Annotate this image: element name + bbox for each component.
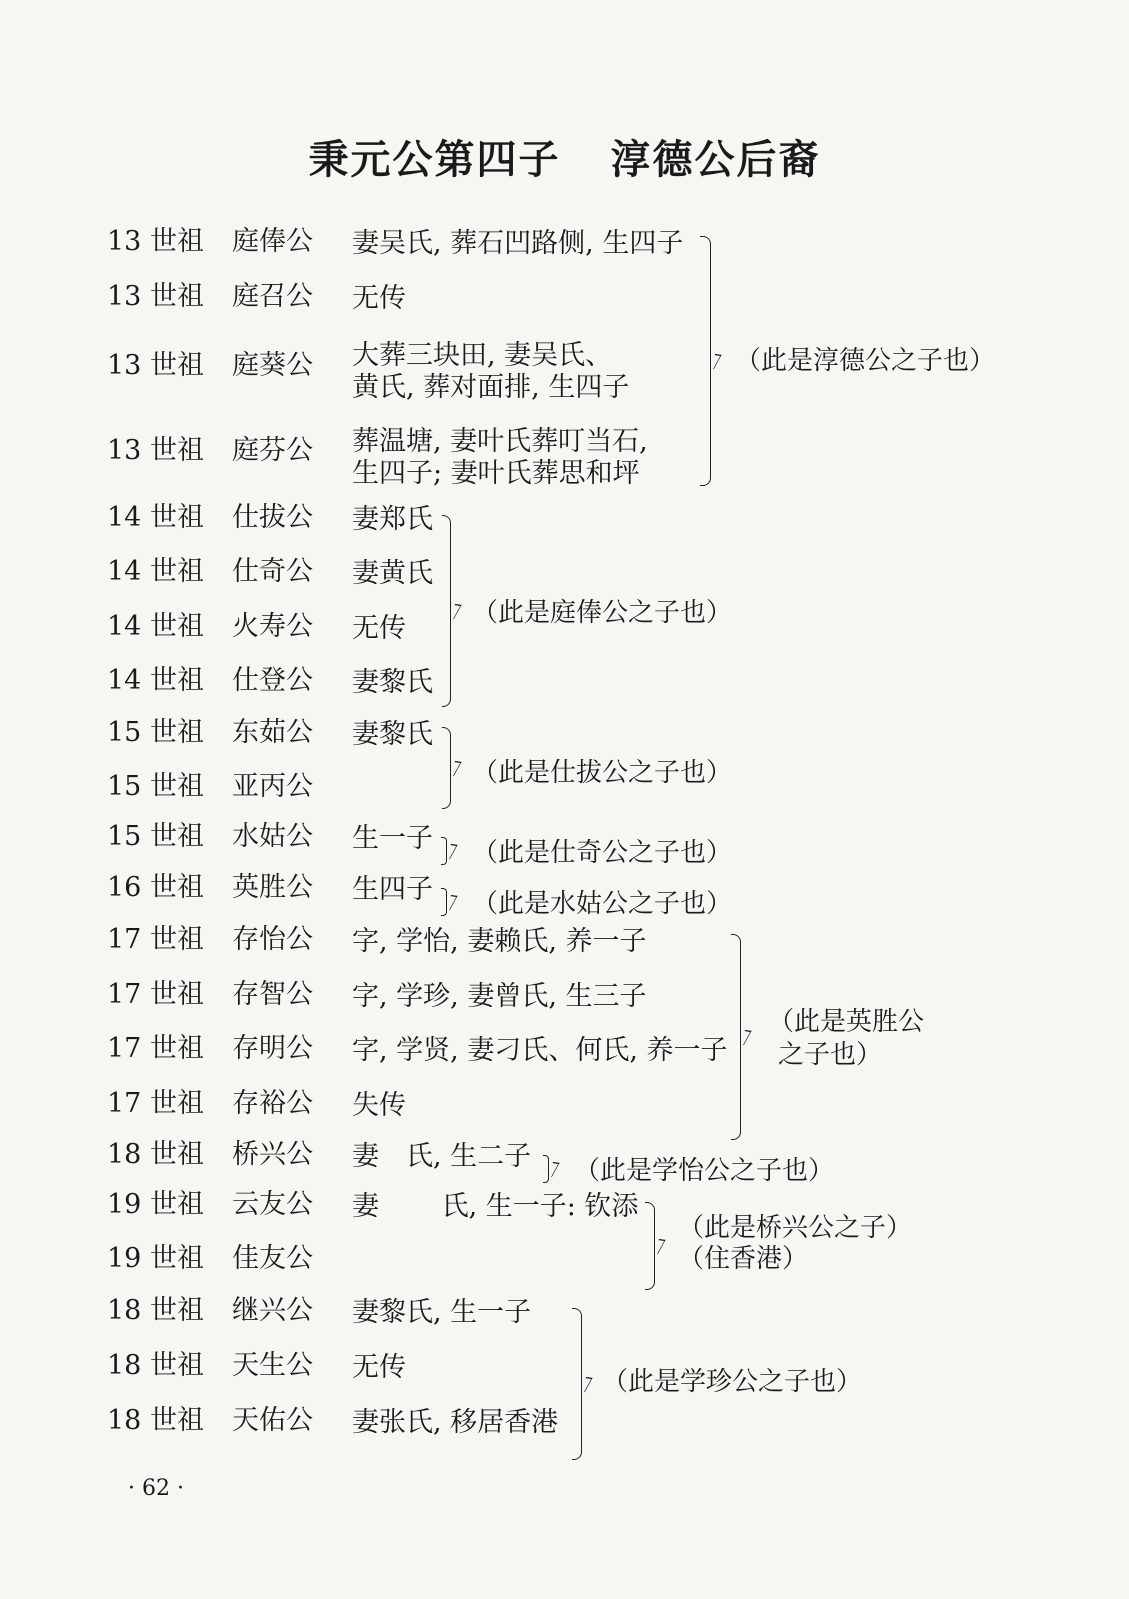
parent-note: （此是水姑公之子也） bbox=[472, 889, 733, 919]
generation: 18 世祖 bbox=[107, 1139, 204, 1170]
ancestor-name: 云友公 bbox=[232, 1189, 313, 1220]
parent-note: （此是庭俸公之子也） bbox=[472, 598, 733, 628]
description: 妻 氏, 生二子 bbox=[352, 1141, 532, 1172]
ancestor-name: 亚丙公 bbox=[232, 771, 313, 802]
ancestor-name: 存智公 bbox=[232, 979, 313, 1010]
parent-note: （此是仕拔公之子也） bbox=[472, 758, 733, 788]
description: 字, 学怡, 妻赖氏, 养一子 bbox=[352, 926, 647, 957]
description: 妻 氏, 生一子: 钦添 bbox=[352, 1191, 639, 1222]
description: 妻黎氏, 生一子 bbox=[352, 1297, 532, 1328]
ancestor-name: 庭芬公 bbox=[232, 435, 313, 466]
generation: 15 世祖 bbox=[107, 771, 204, 802]
generation: 13 世祖 bbox=[107, 435, 204, 466]
description: 无传 bbox=[352, 283, 406, 314]
parent-note: （此是淳德公之子也） bbox=[735, 346, 996, 376]
title-part-1: 秉元公第四子 bbox=[308, 137, 561, 183]
page-title bbox=[0, 128, 1129, 185]
description-line: 生四子; 妻叶氏葬思和坪 bbox=[352, 458, 640, 489]
group-brace bbox=[441, 837, 447, 865]
generation: 18 世祖 bbox=[107, 1350, 204, 1381]
group-brace bbox=[731, 934, 741, 1140]
group-brace bbox=[442, 727, 451, 809]
generation: 18 世祖 bbox=[107, 1295, 204, 1326]
ancestor-name: 东茹公 bbox=[232, 717, 313, 748]
description: 妻吴氏, 葬石凹路侧, 生四子 bbox=[352, 228, 684, 259]
parent-note: （此是仕奇公之子也） bbox=[472, 838, 733, 868]
ancestor-name: 天佑公 bbox=[232, 1405, 313, 1436]
description: 生一子 bbox=[352, 823, 433, 854]
ancestor-name: 仕奇公 bbox=[232, 556, 313, 587]
parent-note: （此是学怡公之子也） bbox=[574, 1156, 835, 1186]
parent-note-line: 之子也） bbox=[778, 1040, 883, 1070]
ancestor-name: 仕登公 bbox=[232, 665, 313, 696]
generation: 17 世祖 bbox=[107, 1088, 204, 1119]
group-brace bbox=[441, 888, 447, 916]
parent-note bbox=[678, 1213, 912, 1275]
description: 无传 bbox=[352, 1352, 406, 1383]
ancestor-name: 存明公 bbox=[232, 1033, 313, 1064]
generation: 17 世祖 bbox=[107, 924, 204, 955]
parent-note: （此是学珍公之子也） bbox=[602, 1367, 863, 1397]
generation: 13 世祖 bbox=[107, 350, 204, 381]
description: 妻黎氏 bbox=[352, 667, 433, 698]
description bbox=[352, 340, 629, 404]
parent-note-line: （此是英胜公 bbox=[768, 1007, 925, 1037]
description-line: 大葬三块田, 妻吴氏、 bbox=[352, 340, 613, 371]
description: 妻黎氏 bbox=[352, 719, 433, 750]
ancestor-name: 庭葵公 bbox=[232, 350, 313, 381]
ancestor-name: 佳友公 bbox=[232, 1243, 313, 1274]
ancestor-name: 天生公 bbox=[232, 1350, 313, 1381]
generation: 19 世祖 bbox=[107, 1189, 204, 1220]
description-line: 黄氏, 葬对面排, 生四子 bbox=[352, 372, 630, 403]
group-brace bbox=[645, 1202, 655, 1290]
generation: 18 世祖 bbox=[107, 1405, 204, 1436]
description: 妻郑氏 bbox=[352, 504, 433, 535]
generation: 17 世祖 bbox=[107, 979, 204, 1010]
generation: 13 世祖 bbox=[107, 281, 204, 312]
ancestor-name: 英胜公 bbox=[232, 872, 313, 903]
generation: 15 世祖 bbox=[107, 821, 204, 852]
ancestor-name: 存裕公 bbox=[232, 1088, 313, 1119]
group-brace bbox=[700, 236, 711, 486]
generation: 19 世祖 bbox=[107, 1243, 204, 1274]
description: 生四子 bbox=[352, 874, 433, 905]
generation: 16 世祖 bbox=[107, 872, 204, 903]
group-brace bbox=[442, 515, 451, 707]
group-brace bbox=[572, 1308, 582, 1460]
generation: 13 世祖 bbox=[107, 226, 204, 257]
ancestor-name: 桥兴公 bbox=[232, 1139, 313, 1170]
ancestor-name: 仕拔公 bbox=[232, 502, 313, 533]
generation: 15 世祖 bbox=[107, 717, 204, 748]
description bbox=[352, 426, 648, 490]
description: 失传 bbox=[352, 1090, 406, 1121]
description: 妻张氏, 移居香港 bbox=[352, 1407, 559, 1438]
group-brace bbox=[543, 1155, 549, 1183]
title-part-2: 淳德公后裔 bbox=[610, 137, 821, 183]
ancestor-name: 存怡公 bbox=[232, 924, 313, 955]
generation: 14 世祖 bbox=[107, 665, 204, 696]
parent-note-line: （住香港） bbox=[678, 1244, 809, 1274]
ancestor-name: 火寿公 bbox=[232, 611, 313, 642]
description: 妻黄氏 bbox=[352, 558, 433, 589]
parent-note bbox=[768, 1006, 924, 1072]
page-number: · 62 · bbox=[128, 1476, 184, 1501]
description-line: 葬温塘, 妻叶氏葬叮当石, bbox=[352, 426, 648, 457]
ancestor-name: 水姑公 bbox=[232, 821, 313, 852]
ancestor-name: 庭召公 bbox=[232, 281, 313, 312]
generation: 17 世祖 bbox=[107, 1033, 204, 1064]
ancestor-name: 继兴公 bbox=[232, 1295, 313, 1326]
generation: 14 世祖 bbox=[107, 556, 204, 587]
ancestor-name: 庭俸公 bbox=[232, 226, 313, 257]
description: 无传 bbox=[352, 613, 406, 644]
description: 字, 学珍, 妻曾氏, 生三子 bbox=[352, 981, 647, 1012]
generation: 14 世祖 bbox=[107, 502, 204, 533]
parent-note-line: （此是桥兴公之子） bbox=[678, 1213, 913, 1243]
description: 字, 学贤, 妻刁氏、何氏, 养一子 bbox=[352, 1035, 728, 1066]
generation: 14 世祖 bbox=[107, 611, 204, 642]
